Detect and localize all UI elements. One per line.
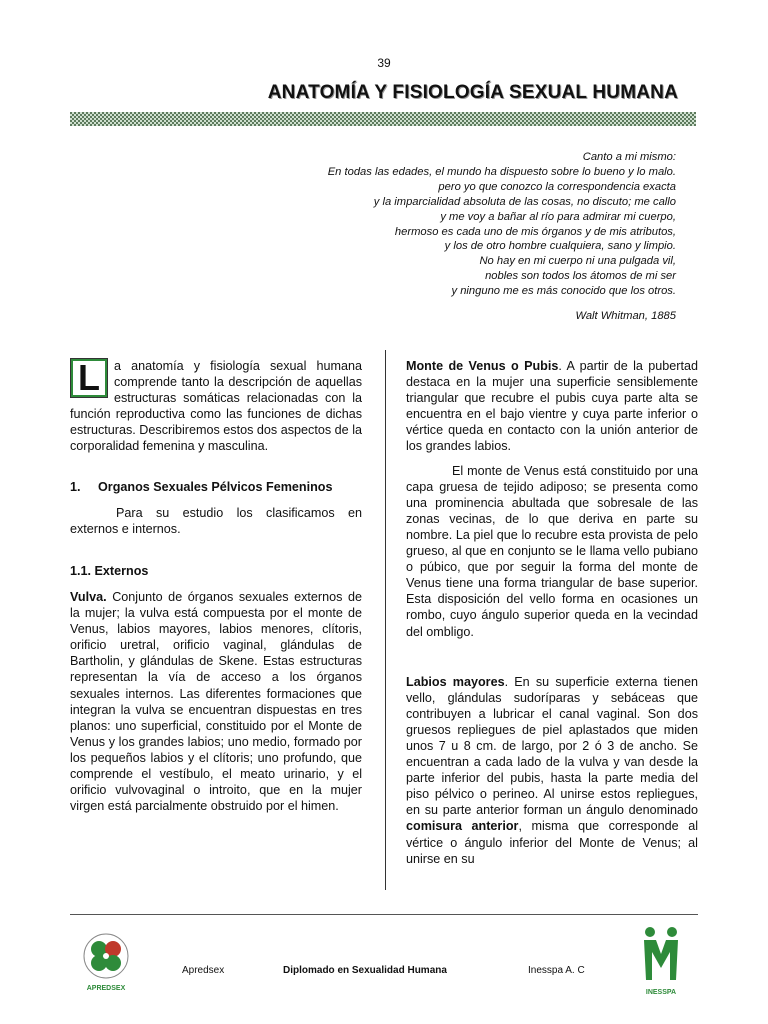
apredsex-logo [82, 932, 130, 992]
column-divider [385, 350, 386, 890]
figures-logo-icon [636, 924, 686, 984]
labios-term: Labios mayores [406, 674, 505, 689]
epigraph-line: pero yo que conozco la correspondencia exacta [438, 180, 676, 193]
vulva-paragraph [70, 589, 362, 814]
vulva-text: Conjunto de órganos sexuales externos de la mujer; la vulva está compuesta por el monte de Venus, labios mayores, labios menores, clítoris, orificio uretral, orificio vaginal, glándulas de Bartholin, y glándulas de Skene. Estas estructuras representan la vía de acceso a los órganos sexuales internos. Las diferentes formaciones que integran la vulva se encuentran dispuestas en tres planos: uno superficial, constituido por el Monte de Venus y los grandes labios; uno medio, formado por los pequeños labios y el clítoris; uno profundo, que comprende el vestíbulo, el meato urinario, y el orificio vulvovaginal o introito, que en la mujer virgen está parcialmente obstruido por el himen. [70, 589, 362, 814]
monte-term: Monte de Venus o Pubis [406, 359, 559, 373]
epigraph [216, 150, 676, 324]
vulva-term: Vulva. [70, 589, 107, 604]
clover-logo-icon [82, 932, 130, 980]
inesspa-logo [636, 924, 686, 996]
labios-text-2: , misma que corresponde al vértice o ángulo inferior del Monte de Venus; al unirse en su [406, 819, 698, 866]
epigraph-line: y ninguno me es más conocido que los otros. [451, 285, 676, 298]
dropcap: L [70, 358, 108, 398]
section-heading [70, 479, 362, 495]
epigraph-line: y me voy a bañar al río para admirar mi cuerpo, [440, 210, 676, 223]
epigraph-line: nobles son todos los átomos de mi ser [485, 270, 676, 283]
monte-paragraph-2: El monte de Venus está constituido por una capa gruesa de tejido adiposo; se presenta como una prominencia abultada que sobresale de las zonas vecinas, de lo que deriva en parte su nombre. La piel que lo recubre esta provista de pelo grueso, al que en conjunto se le llama vello pubiano o púbico, que por seguir la forma del monte de Venus tiene una forma triangular de base superior. Esta disposición del vello forma en ocasiones un rombo, cuyo ángulo superior queda en la vecindad del ombligo. [406, 463, 698, 639]
page-number: 39 [377, 56, 391, 70]
monte-paragraph [406, 358, 698, 455]
footer-center: Diplomado en Sexualidad Humana [283, 965, 447, 976]
intro-paragraph [70, 358, 362, 455]
chapter-title: ANATOMÍA Y FISIOLOGÍA SEXUAL HUMANA [267, 82, 678, 103]
logo-right-caption: INESSPA [645, 989, 677, 996]
intro-text: a anatomía y fisiología sexual humana comprende tanto la descripción de aquellas estructuras somáticas relacionadas con la función reproductiva como las funciones de dichas estructuras. Describiremos estos dos aspectos de la corporalidad femenina y masculina. [70, 359, 362, 454]
labios-text: . En su superficie externa tienen vello, glándulas sudoríparas y sebáceas que contribuyen a lubricar el canal vaginal. Son dos gruesos repliegues de piel aplastados que miden unos 7 u 8 cm. de largo, por 2 ó 3 de ancho. Se encuentran a cada lado de la vulva y van desde la parte inferior del pubis, hasta la parte media del piso pélvico o perineo. Al unirse estos repliegues, en su parte anterior forman un ángulo denominado [406, 674, 698, 818]
section-number: 1. [70, 479, 81, 494]
right-column [406, 358, 698, 867]
comisura-term: comisura anterior [406, 819, 519, 834]
section-title: Organos Sexuales Pélvicos Femeninos [98, 479, 333, 494]
logo-left-caption: APREDSEX [86, 985, 126, 992]
epigraph-author: Walt Whitman, 1885 [575, 310, 676, 323]
epigraph-line: hermoso es cada uno de mis órganos y de mis atributos, [394, 225, 676, 238]
left-column [70, 358, 362, 814]
subsection-heading: 1.1. Externos [70, 563, 149, 578]
footer-right: Inesspa A. C [528, 965, 585, 976]
epigraph-line: y la imparcialidad absoluta de las cosas, no discuto; me callo [373, 195, 676, 208]
section-text: Para su estudio los clasificamos en externos e internos. [70, 505, 362, 536]
epigraph-line: En todas las edades, el mundo ha dispuesto sobre lo bueno y lo malo. [327, 165, 676, 178]
labios-paragraph [406, 674, 698, 867]
monte-text: . A partir de la pubertad destaca en la mujer una superficie sensiblemente triangular que recubre el pubis cuya parte alta se encuentra en el bajo vientre y cuya parte inferior o vértice queda en contacto con la unión anterior de los grandes labios. [406, 359, 698, 454]
epigraph-line: No hay en mi cuerpo ni una pulgada vil, [479, 255, 676, 268]
footer-left: Apredsex [182, 965, 225, 976]
epigraph-line: y los de otro hombre cualquiera, sano y limpio. [444, 240, 676, 253]
decorative-band [70, 112, 696, 126]
epigraph-line: Canto a mi mismo: [582, 151, 676, 163]
footer-divider [70, 914, 698, 915]
